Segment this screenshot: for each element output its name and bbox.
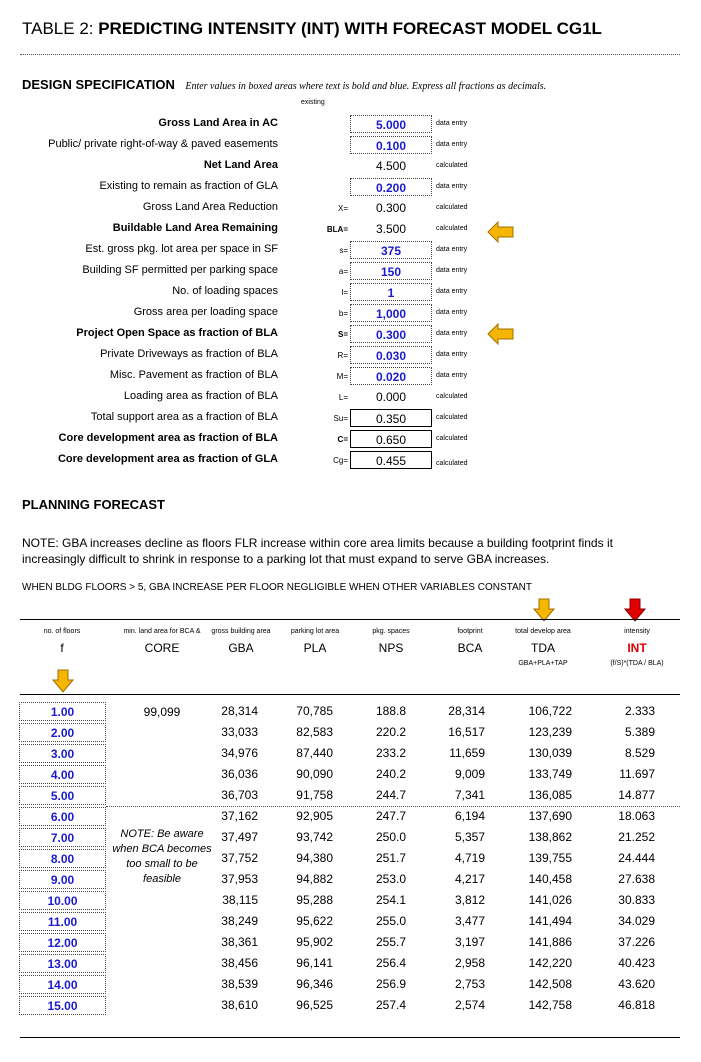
cell-int: 27.638: [618, 872, 655, 886]
cell-gba: 38,115: [222, 893, 258, 907]
floors-5-divider: [106, 806, 680, 807]
spec-calculated-value: 0.000: [375, 390, 407, 404]
cell-bca: 11,659: [449, 746, 485, 760]
cell-int: 21.252: [618, 830, 655, 844]
spec-entry-field[interactable]: 0.300: [350, 325, 432, 343]
spec-entry-field[interactable]: 375: [350, 241, 432, 259]
cell-nps: 254.1: [375, 893, 406, 907]
cell-bca: 5,357: [454, 830, 485, 844]
cell-int: 43.620: [618, 977, 655, 991]
forecast-header-rule: [20, 694, 680, 695]
cell-tda: 138,862: [528, 830, 572, 844]
cell-bca: 9,009: [454, 767, 485, 781]
cell-nps: 220.2: [375, 725, 406, 739]
spec-entry-field[interactable]: 150: [350, 262, 432, 280]
cell-nps: 247.7: [375, 809, 406, 823]
spec-tag: calculated: [436, 435, 468, 442]
cell-bca: 3,812: [454, 893, 485, 907]
cell-pla: 70,785: [296, 704, 333, 718]
spec-tag: calculated: [436, 204, 468, 211]
spec-entry-field[interactable]: 0.020: [350, 367, 432, 385]
spec-tag: calculated: [436, 393, 468, 400]
spec-label: Buildable Land Area Remaining: [112, 222, 278, 234]
floors-entry-field[interactable]: 9.00: [19, 870, 106, 889]
cell-nps: 233.2: [375, 746, 406, 760]
arrow-left-icon: [487, 323, 515, 345]
cell-gba: 38,456: [221, 956, 258, 970]
spec-entry-field[interactable]: 0.030: [350, 346, 432, 364]
floors-entry-field[interactable]: 2.00: [19, 723, 106, 742]
spec-symbol: L=: [338, 393, 348, 402]
cell-gba: 34,976: [221, 746, 258, 760]
spec-tag: data entry: [436, 351, 468, 358]
spec-tag: data entry: [436, 246, 468, 253]
floors-entry-field[interactable]: 5.00: [19, 786, 106, 805]
cell-int: 24.444: [618, 851, 655, 865]
cell-pla: 93,742: [296, 830, 333, 844]
spec-calculated-value: 0.650: [350, 430, 432, 448]
spec-symbol: l=: [341, 288, 348, 297]
spec-tag: calculated: [436, 460, 468, 467]
cell-int: 14.877: [618, 788, 655, 802]
spec-label: Core development area as fraction of GLA: [57, 453, 278, 465]
spec-symbol: C=: [337, 435, 348, 444]
spec-tag: data entry: [436, 120, 468, 127]
spec-tag: data entry: [436, 183, 468, 190]
cell-nps: 250.0: [375, 830, 406, 844]
cell-tda: 133,749: [528, 767, 572, 781]
cell-tda: 123,239: [528, 725, 572, 739]
spec-calculated-value: 0.300: [375, 201, 407, 215]
cell-nps: 244.7: [375, 788, 406, 802]
column-header-small: intensity: [624, 628, 650, 635]
floors-entry-field[interactable]: 1.00: [19, 702, 106, 721]
cell-bca: 2,753: [454, 977, 485, 991]
title-prefix: TABLE 2:: [22, 19, 99, 38]
floors-entry-field[interactable]: 12.00: [19, 933, 106, 952]
floors-entry-field[interactable]: 15.00: [19, 996, 106, 1015]
cell-tda: 140,458: [528, 872, 572, 886]
cell-tda: 137,690: [528, 809, 572, 823]
core-value: 99,099: [143, 705, 181, 719]
cell-bca: 4,719: [454, 851, 485, 865]
cell-tda: 142,220: [528, 956, 572, 970]
spec-label: Gross area per loading space: [133, 306, 278, 318]
spec-tag: data entry: [436, 267, 468, 274]
floors-entry-field[interactable]: 8.00: [19, 849, 106, 868]
cell-int: 46.818: [618, 998, 655, 1012]
column-header-small: parking lot area: [290, 628, 340, 635]
spec-label: Building SF permitted per parking space: [82, 264, 278, 276]
cell-pla: 92,905: [296, 809, 333, 823]
page-title: [22, 19, 602, 39]
cell-tda: 130,039: [528, 746, 572, 760]
cell-int: 2.333: [624, 704, 655, 718]
cell-gba: 38,249: [221, 914, 258, 928]
column-header-small: no. of floors: [43, 628, 81, 635]
design-heading: DESIGN SPECIFICATION: [22, 77, 175, 92]
floors-entry-field[interactable]: 13.00: [19, 954, 106, 973]
cell-gba: 37,752: [221, 851, 258, 865]
spec-symbol: BLA=: [326, 225, 348, 234]
cell-pla: 96,525: [296, 998, 333, 1012]
cell-tda: 142,508: [528, 977, 572, 991]
title-divider: [20, 54, 680, 55]
column-header-small: footprint: [457, 628, 483, 635]
spec-label: Net Land Area: [203, 159, 278, 171]
spec-entry-field[interactable]: 1,000: [350, 304, 432, 322]
cell-nps: 251.7: [375, 851, 406, 865]
cell-nps: 255.7: [375, 935, 406, 949]
cell-pla: 90,090: [296, 767, 333, 781]
arrow-down-icon: [52, 669, 74, 693]
column-header-small: gross building area: [211, 628, 271, 635]
spec-entry-field[interactable]: 0.100: [350, 136, 432, 154]
cell-int: 8.529: [624, 746, 655, 760]
cell-bca: 2,958: [454, 956, 485, 970]
forecast-caption: WHEN BLDG FLOORS > 5, GBA INCREASE PER FLOOR NEGLIGIBLE WHEN OTHER VARIABLES CONSTANT: [22, 582, 533, 593]
spec-symbol: S=: [337, 330, 348, 339]
cell-bca: 3,477: [454, 914, 485, 928]
column-header-formula: (f/S)*(TDA / BLA): [610, 660, 664, 667]
cell-pla: 91,758: [296, 788, 333, 802]
spec-symbol: X=: [337, 204, 348, 213]
spec-entry-field[interactable]: 0.200: [350, 178, 432, 196]
spec-label: Gross Land Area in AC: [158, 117, 278, 129]
cell-int: 5.389: [624, 725, 655, 739]
cell-nps: 255.0: [375, 914, 406, 928]
cell-nps: 253.0: [375, 872, 406, 886]
spec-label: Misc. Pavement as fraction of BLA: [109, 369, 278, 381]
cell-pla: 95,288: [296, 893, 333, 907]
floors-entry-field[interactable]: 3.00: [19, 744, 106, 763]
spec-label: Est. gross pkg. lot area per space in SF: [85, 243, 278, 255]
cell-int: 37.226: [618, 935, 655, 949]
existing-label: existing: [301, 99, 325, 106]
cell-bca: 4,217: [454, 872, 485, 886]
spec-calculated-value: 4.500: [375, 159, 407, 173]
spec-label: Private Driveways as fraction of BLA: [100, 348, 278, 360]
cell-int: 18.063: [618, 809, 655, 823]
cell-gba: 38,610: [221, 998, 258, 1012]
cell-nps: 240.2: [375, 767, 406, 781]
arrow-left-icon: [487, 221, 515, 243]
cell-tda: 141,494: [528, 914, 572, 928]
spec-label: Loading area as fraction of BLA: [123, 390, 278, 402]
spec-label: Total support area as a fraction of BLA: [90, 411, 278, 423]
spec-calculated-value: 3.500: [375, 222, 407, 236]
cell-gba: 33,033: [221, 725, 258, 739]
bottom-rule: [20, 1037, 680, 1038]
cell-nps: 257.4: [375, 998, 406, 1012]
cell-nps: 188.8: [375, 704, 406, 718]
cell-tda: 141,886: [528, 935, 572, 949]
spec-symbol: a=: [338, 267, 348, 276]
cell-int: 11.697: [619, 767, 655, 781]
cell-pla: 96,346: [296, 977, 333, 991]
design-instruction: Enter values in boxed areas where text is bold and blue. Express all fractions as decimals.: [185, 81, 547, 92]
spec-tag: calculated: [436, 414, 468, 421]
column-header-small: total develop area: [515, 628, 571, 635]
floors-entry-field[interactable]: 14.00: [19, 975, 106, 994]
forecast-top-rule: [20, 619, 680, 620]
column-header-small: pkg. spaces: [372, 628, 410, 635]
spec-tag: data entry: [436, 309, 468, 316]
spec-tag: data entry: [436, 372, 468, 379]
floors-entry-field[interactable]: 4.00: [19, 765, 106, 784]
floors-entry-field[interactable]: 11.00: [19, 912, 106, 931]
cell-gba: 37,497: [221, 830, 258, 844]
column-header: PLA: [303, 641, 327, 655]
cell-gba: 28,314: [221, 704, 258, 718]
spec-label: Project Open Space as fraction of BLA: [76, 327, 278, 339]
spec-label: Gross Land Area Reduction: [142, 201, 278, 213]
spec-tag: data entry: [436, 141, 468, 148]
cell-bca: 16,517: [448, 725, 485, 739]
spec-symbol: b=: [338, 309, 348, 318]
spec-tag: data entry: [436, 288, 468, 295]
spec-symbol: M=: [336, 372, 348, 381]
column-header-small: min. land area for BCA &: [123, 628, 201, 635]
column-header: TDA: [531, 641, 555, 655]
cell-bca: 28,314: [448, 704, 485, 718]
design-heading-line: [22, 76, 546, 94]
cell-nps: 256.9: [375, 977, 406, 991]
column-header: INT: [627, 641, 647, 655]
cell-tda: 106,722: [528, 704, 572, 718]
spec-symbol: R=: [337, 351, 348, 360]
cell-pla: 96,141: [296, 956, 333, 970]
cell-tda: 141,026: [528, 893, 572, 907]
cell-pla: 87,440: [296, 746, 333, 760]
spec-symbol: s=: [339, 246, 348, 255]
cell-gba: 38,361: [221, 935, 258, 949]
cell-gba: 37,162: [221, 809, 258, 823]
spec-tag: calculated: [436, 225, 468, 232]
column-header: NPS: [378, 641, 404, 655]
core-note: NOTE: Be aware when BCA becomes too small to be feasible: [112, 828, 212, 885]
cell-tda: 142,758: [528, 998, 572, 1012]
cell-int: 30.833: [618, 893, 655, 907]
floors-entry-field[interactable]: 10.00: [19, 891, 106, 910]
cell-pla: 82,583: [296, 725, 333, 739]
cell-gba: 38,539: [221, 977, 258, 991]
spec-symbol: Su=: [333, 414, 348, 423]
forecast-note: NOTE: GBA increases decline as floors FLR increase within core area limits because a building footprint finds it increasingly difficult to shrink in response to a parking lot that must expand to serve GBA increases.: [22, 536, 613, 566]
floors-entry-field[interactable]: 7.00: [19, 828, 106, 847]
cell-tda: 139,755: [528, 851, 572, 865]
floors-entry-field[interactable]: 6.00: [19, 807, 106, 826]
cell-pla: 94,380: [296, 851, 333, 865]
cell-bca: 3,197: [454, 935, 485, 949]
spec-entry-field[interactable]: 5.000: [350, 115, 432, 133]
cell-gba: 36,036: [221, 767, 258, 781]
column-header: CORE: [144, 641, 180, 655]
spec-label: Public/ private right-of-way & paved easements: [48, 138, 278, 150]
cell-bca: 7,341: [454, 788, 485, 802]
spec-entry-field[interactable]: 1: [350, 283, 432, 301]
cell-gba: 36,703: [221, 788, 258, 802]
cell-pla: 95,622: [296, 914, 333, 928]
cell-bca: 6,194: [454, 809, 485, 823]
cell-pla: 95,902: [296, 935, 333, 949]
cell-bca: 2,574: [454, 998, 485, 1012]
cell-tda: 136,085: [528, 788, 572, 802]
spec-tag: data entry: [436, 330, 468, 337]
cell-int: 34.029: [618, 914, 655, 928]
spec-calculated-value: 0.350: [350, 409, 432, 427]
column-header-formula: GBA+PLA+TAP: [518, 660, 568, 667]
column-header: BCA: [457, 641, 483, 655]
spec-symbol: Cg=: [333, 456, 348, 465]
cell-int: 40.423: [618, 956, 655, 970]
column-header: f: [60, 641, 64, 655]
title-main: PREDICTING INTENSITY (INT) WITH FORECAST MODEL CG1L: [98, 19, 602, 38]
spec-label: Core development area as fraction of BLA: [58, 432, 278, 444]
spec-label: Existing to remain as fraction of GLA: [99, 180, 278, 192]
spec-label: No. of loading spaces: [172, 285, 278, 297]
cell-nps: 256.4: [375, 956, 406, 970]
forecast-heading: PLANNING FORECAST: [22, 497, 165, 512]
cell-gba: 37,953: [221, 872, 258, 886]
column-header: GBA: [228, 641, 254, 655]
spec-calculated-value: 0.455: [350, 451, 432, 469]
spec-tag: calculated: [436, 162, 468, 169]
cell-pla: 94,882: [296, 872, 333, 886]
